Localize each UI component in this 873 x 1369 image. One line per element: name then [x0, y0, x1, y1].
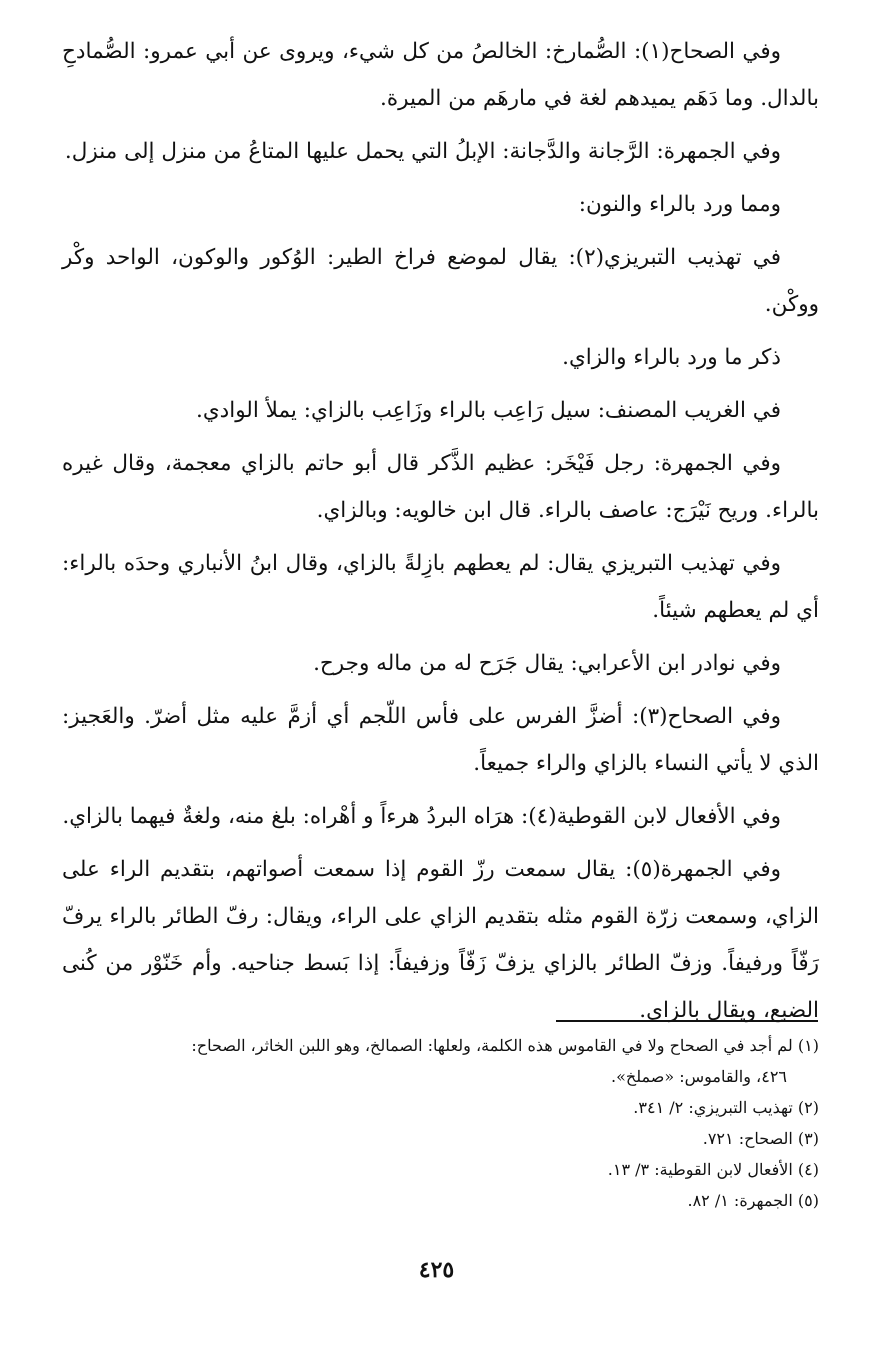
footnote: [62, 1154, 819, 1185]
page-number: ٤٢٥: [418, 1257, 455, 1283]
paragraph: وفي الجمهرة: رجل فَيْخَر: عظيم الذَّكر قال أبو حاتم بالزاي معجمة، وقال غيره بالراء. وريح نَيْرَج: عاصف بالراء. قال ابن خالويه: وبالزاي.: [62, 451, 819, 523]
footnote-divider: [556, 1020, 818, 1022]
paragraph: وفي نوادر ابن الأعرابي: يقال جَرَح له من ماله وجرح.: [313, 651, 781, 676]
paragraph: وفي الصحاح(٣): أضزَّ الفرس على فأس اللّجم أي أزمَّ عليه مثل أضرّ. والعَجيز: الذي لا يأتي النساء بالزاي والراء جميعاً.: [62, 704, 819, 776]
footnote-number: (٥): [797, 1191, 819, 1210]
paragraph: في تهذيب التبريزي(٢): يقال لموضع فراخ الطير: الوُكور والوكون، الواحد وكْر ووكْن.: [62, 245, 819, 317]
footnote-text: تهذيب التبريزي: ٢/ ٣٤١.: [633, 1098, 793, 1117]
footnote: [62, 1030, 819, 1061]
footnotes: [62, 1030, 819, 1216]
footnote: [62, 1185, 819, 1216]
footnote-number: (٢): [797, 1098, 819, 1117]
paragraph: وفي الأفعال لابن القوطية(٤): هرَاه البردُ هرءاً و أهْراه: بلغ منه، ولغةٌ فيهما بالزاي.: [62, 804, 781, 829]
paragraph: وفي الصحاح(١): الصُّمارخ: الخالصُ من كل شيء، ويروى عن أبي عمرو: الصُّمادحِ بالدال. وما دَهَم يميدهم لغة في مارهَم من الميرة.: [62, 39, 819, 111]
paragraph: في الغريب المصنف: سيل رَاعِب بالراء وزَاعِب بالزاي: يملأ الوادي.: [195, 398, 781, 423]
paragraph: وفي الجمهرة: الرَّجانة والدَّجانة: الإبلُ التي يحمل عليها المتاعُ من منزل إلى منزل.: [64, 139, 781, 164]
footnote: [62, 1123, 819, 1154]
footnote-continuation: ٤٢٦، والقاموس: «صملخ».: [610, 1067, 787, 1086]
footnote: [62, 1092, 819, 1123]
footnote-text: الصحاح: ٧٢١.: [702, 1129, 793, 1148]
footnote-text: الجمهرة: ١/ ٨٢.: [687, 1191, 793, 1210]
paragraph: وفي تهذيب التبريزي يقال: لم يعطهم بازِلةً بالزاي، وقال ابنُ الأنباري وحدَه بالراء: أي لم يعطهم شيئاً.: [62, 551, 819, 623]
footnote-text: الأفعال لابن القوطية: ٣/ ١٣.: [607, 1160, 793, 1179]
main-text: [62, 28, 819, 1040]
paragraph: وفي الجمهرة(٥): يقال سمعت رزّ القوم إذا سمعت أصواتهم، بتقديم الراء على الزاي، وسمعت زرّة القوم مثله بتقديم الزاي على الراء، ويقال: رفّ الطائر بالراء يرفّ رَفّاً ورفيفاً. وزفّ الطائر بالزاي يزفّ زَفّاً وزفيفاً: إذا بَسط جناحيه. وأم خَنّوْر من كُنى الضبع، ويقال بالزاي.: [62, 857, 819, 1023]
footnote-number: (٤): [797, 1160, 819, 1179]
section-heading: ذكر ما ورد بالراء والزاي.: [562, 345, 781, 370]
section-heading: ومما ورد بالراء والنون:: [578, 192, 781, 217]
footnote-number: (٣): [797, 1129, 819, 1148]
footnote-number: (١): [797, 1036, 819, 1055]
footnote-text: لم أجد في الصحاح ولا في القاموس هذه الكلمة، ولعلها: الصمالخ، وهو اللبن الخاثر، الصحاح:: [191, 1036, 793, 1055]
